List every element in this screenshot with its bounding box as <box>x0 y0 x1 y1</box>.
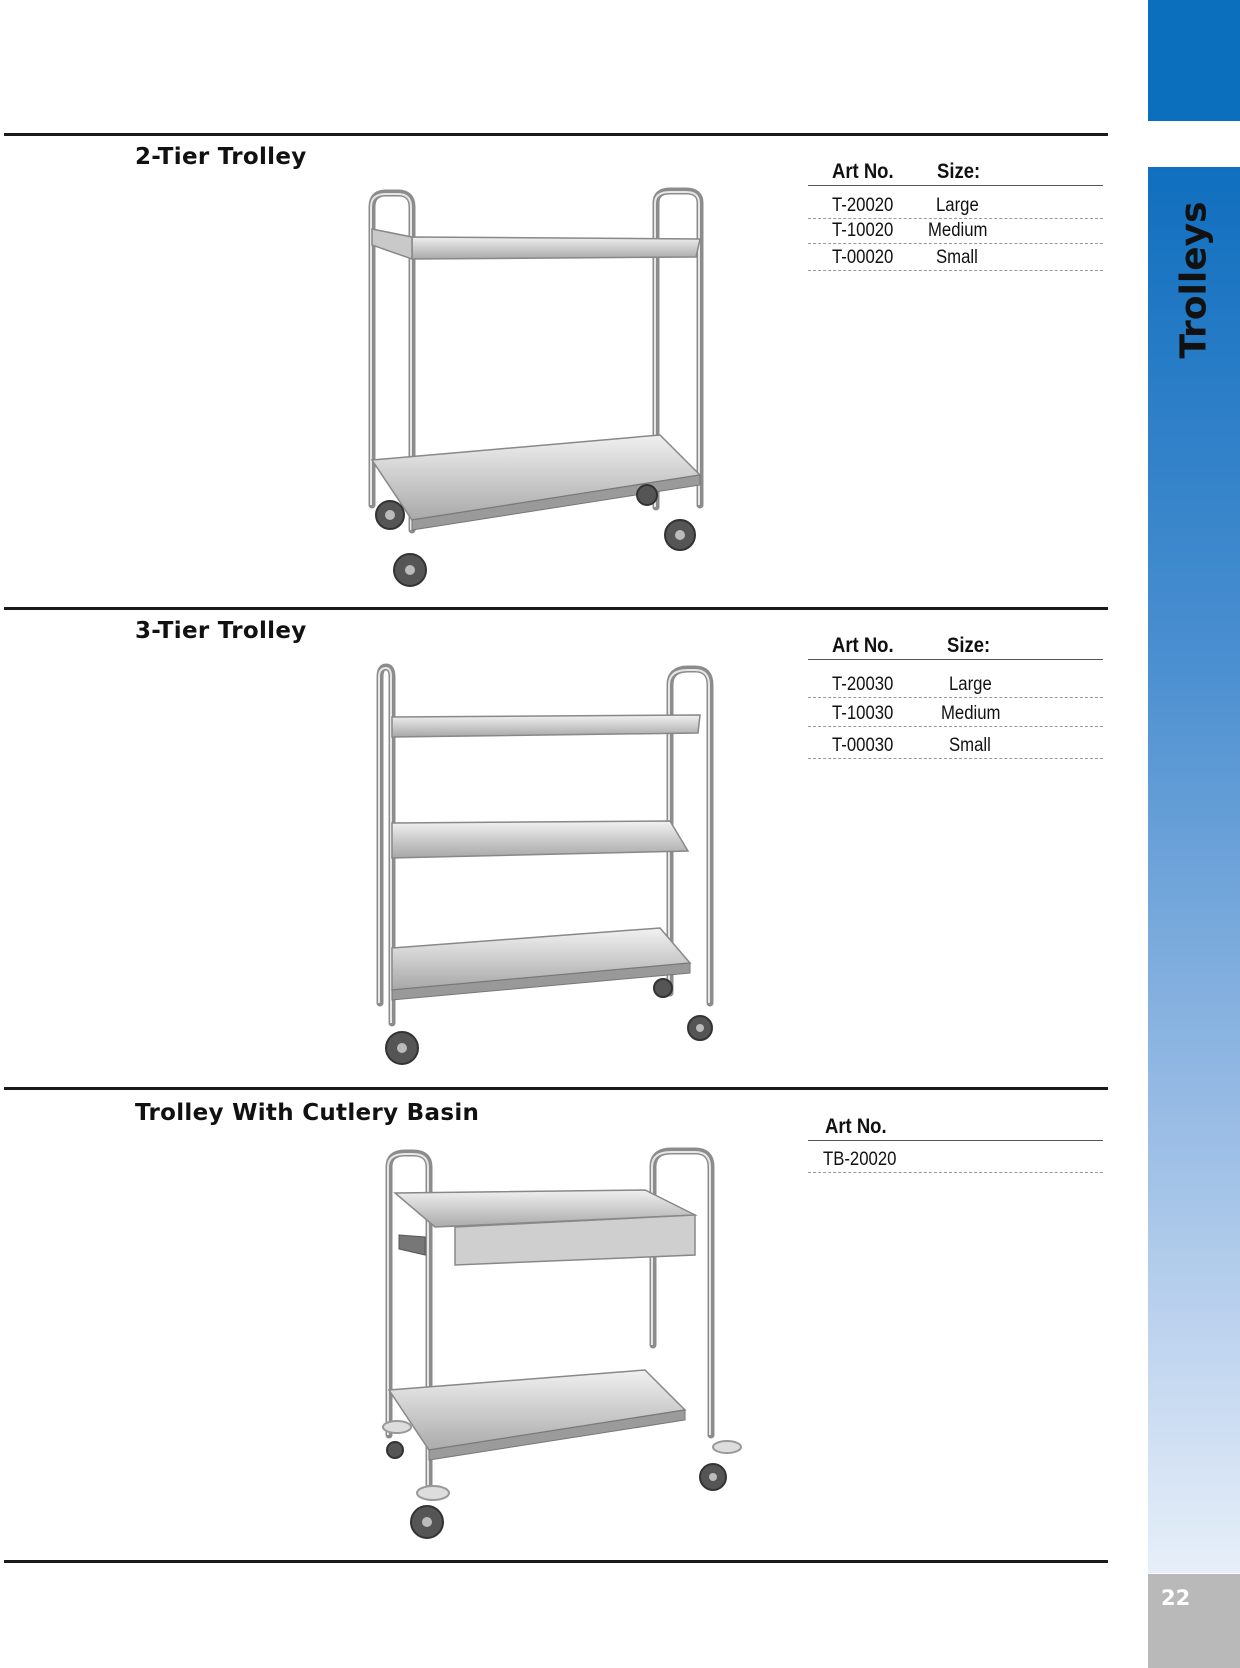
section-divider <box>4 607 1108 610</box>
two-tier-trolley-image <box>360 185 760 595</box>
product-title: Trolley With Cutlery Basin <box>135 1100 480 1126</box>
table-row <box>808 219 1103 244</box>
art-no-cell: T-10030 <box>832 703 894 724</box>
size-cell: Large <box>936 195 979 216</box>
table-row <box>808 727 1103 759</box>
table-row <box>808 244 1103 271</box>
table-row <box>808 1141 1103 1173</box>
product-title: 2-Tier Trolley <box>135 144 307 170</box>
art-no-cell: TB-20020 <box>823 1149 897 1170</box>
art-no-header: Art No. <box>825 1115 887 1138</box>
sidebar-gradient-band <box>1148 167 1240 1573</box>
table-row <box>808 660 1103 698</box>
size-cell: Medium <box>928 220 988 241</box>
size-header: Size: <box>937 160 981 183</box>
spec-table <box>808 1108 1103 1173</box>
art-no-cell: T-00030 <box>832 735 894 756</box>
section-divider <box>4 1087 1108 1090</box>
size-cell: Large <box>949 674 992 695</box>
art-no-header: Art No. <box>832 634 894 657</box>
size-header: Size: <box>947 634 991 657</box>
section-divider <box>4 133 1108 136</box>
spec-table <box>808 153 1103 271</box>
page-number: 22 <box>1161 1586 1191 1610</box>
table-row <box>808 186 1103 219</box>
sidebar-top-block <box>1148 0 1240 121</box>
table-row <box>808 698 1103 727</box>
art-no-cell: T-00020 <box>832 247 894 268</box>
art-no-cell: T-20030 <box>832 674 894 695</box>
size-cell: Small <box>936 247 978 268</box>
spec-table <box>808 627 1103 759</box>
section-divider <box>4 1560 1108 1563</box>
art-no-header: Art No. <box>832 160 894 183</box>
art-no-cell: T-10020 <box>832 220 894 241</box>
size-cell: Small <box>949 735 991 756</box>
three-tier-trolley-image <box>370 663 760 1073</box>
category-label: Trolleys <box>1173 201 1215 359</box>
art-no-cell: T-20020 <box>832 195 894 216</box>
size-cell: Medium <box>941 703 1001 724</box>
product-title: 3-Tier Trolley <box>135 618 307 644</box>
cutlery-basin-trolley-image <box>375 1145 760 1550</box>
